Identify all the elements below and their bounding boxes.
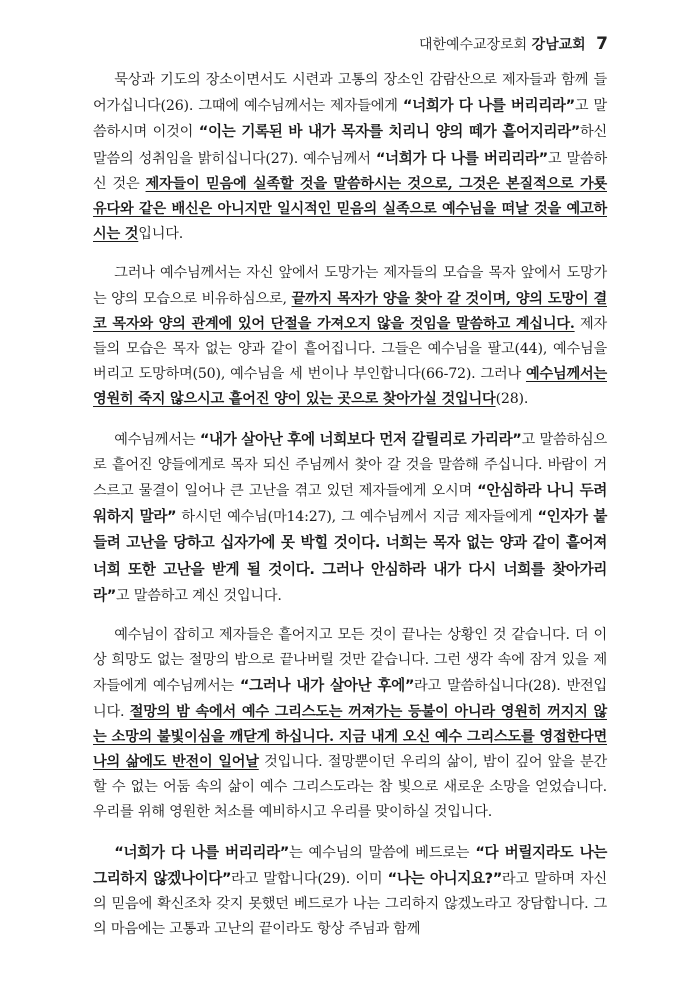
quote-run: “너희가 다 나를 버리리라” [114,843,289,861]
text-run: 고 말씀하시며 이것이 [93,98,607,141]
quote-run: “다 버릴지라도 나는 그리하지 않겠나이다” [93,843,607,887]
text-run: 고 말씀하신 것은 [93,150,607,192]
document-body [93,68,607,957]
text-run: 는 예수님의 말씀에 베드로는 [288,844,476,861]
paragraph-2 [93,261,607,412]
emphasis-run: 예수님께서는 영원히 죽지 않으시고 흩어진 양이 있는 곳으로 찾아가실 것입니다 [93,366,607,408]
text-run: 라고 말합니다(29). 이미 [231,870,388,887]
page-number: 7 [596,34,608,54]
emphasis-run: 절망의 밤 속에서 예수 그리스도는 꺼져가는 등불이 아니라 영원히 꺼지지 않는 소망의 불빛이심을 깨닫게 하십니다. 지금 내게 오신 예수 그리스도를 영접한다면 나의 삶에도 반전이 일어날 [93,703,607,771]
text-run: 입니다. [138,226,184,243]
quote-run: “나는 아니지요?” [387,869,502,887]
text-run: 예수님이 잡히고 제자들은 흩어지고 모든 것이 끝나는 상황인 것 같습니다. 더 이상 희망도 없는 절망의 밤으로 끝나버릴 것만 같습니다. 그런 생각 속에 잠겨 있을 제자들에게 예수님께서는 [93,627,607,695]
text-run: (28). [495,391,529,408]
quote-run: “내가 살아난 후에 너희보다 먼저 갈릴리로 가리라” [199,430,522,448]
paragraph-5 [93,840,607,943]
paragraph-1 [93,68,607,247]
emphasis-run: 끝까지 목자가 양을 찾아 갈 것이며, 양의 도망이 결코 목자와 양의 관계에 있어 단절을 가져오지 않을 것임을 말씀하고 계십니다. [93,290,607,332]
paragraph-3 [93,427,607,609]
text-run: 하신 말씀의 성취임을 밝히십니다(27). 예수님께서 [93,124,608,167]
emphasis-run: 제자들이 믿음에 실족할 것을 말씀하시는 것으로, 그것은 본질적으로 가룟 유다와 같은 배신은 아니지만 일시적인 믿음의 실족으로 예수님을 떠날 것을 예고하시는 것 [93,175,607,243]
church-name: 강남교회 [531,37,586,53]
quote-run: “너희가 다 나를 버리리라” [375,149,548,167]
quote-run: “그러나 내가 살아난 후에” [239,677,415,695]
text-run: 라고 말씀하십니다(28). 반전입니다. [93,678,608,720]
text-run: 고 말씀하심으로 흩어진 양들에게로 목자 되신 주님께서 찾아 갈 것을 말씀해 주십니다. 바람이 거스르고 물결이 일어나 큰 고난을 겪고 있던 제자들에게 오시며 [93,431,608,500]
quote-run: “안심하라 나니 두려워하지 말라” [93,482,607,526]
text-run: 라고 말하며 자신의 믿음에 확신조차 갖지 못했던 베드로가 나는 그리하지 않겠노라고 장담합니다. 그의 마음에는 고통과 고난의 끝이라도 항상 주님과 함께 [93,870,607,938]
text-run: 그러나 예수님께서는 자신 앞에서 도망가는 제자들의 모습을 목자 앞에서 도망가는 양의 모습으로 비유하심으로, [93,265,607,307]
quote-run: “이는 기록된 바 내가 목자를 치리니 양의 떼가 흩어지리라” [198,123,580,141]
text-run: 예수님께서는 [114,431,200,448]
quote-run: “너희가 다 나를 버리리라” [402,97,575,115]
text-run: 묵상과 기도의 장소이면서도 시련과 고통의 장소인 감람산으로 제자들과 함께 들어가십니다(26). 그때에 예수님께서는 제자들에게 [93,72,607,115]
text-run: 제자들의 모습은 목자 없는 양과 같이 흩어집니다. 그들은 예수님을 팔고(44), 예수님을 버리고 도망하며(50), 예수님을 세 번이나 부인합니다(66-72). 그러나 [93,315,607,383]
text-run: 것입니다. 절망뿐이던 우리의 삶이, 밤이 깊어 앞을 분간할 수 없는 어둠 속의 삶이 예수 그리스도라는 참 빛으로 새로운 소망을 얻었습니다. 우리를 위해 영원한 처소를 예비하시고 우리를 맞이하실 것입니다. [93,754,607,821]
quote-run: “인자가 붙들려 고난을 당하고 십자가에 못 박힐 것이다. 너희는 목자 없는 양과 같이 흩어져 너희 또한 고난을 받게 될 것이다. 그러나 안심하라 내가 다시 너희를 찾아가리라” [93,508,607,604]
page-header [419,34,608,54]
text-run: 하시던 예수님(마14:27), 그 예수님께서 지금 제자들에게 [176,509,538,526]
text-run: 고 말씀하고 계신 것입니다. [115,587,282,604]
denomination-name: 대한예수교장로회 [418,37,528,53]
paragraph-4 [93,623,607,826]
